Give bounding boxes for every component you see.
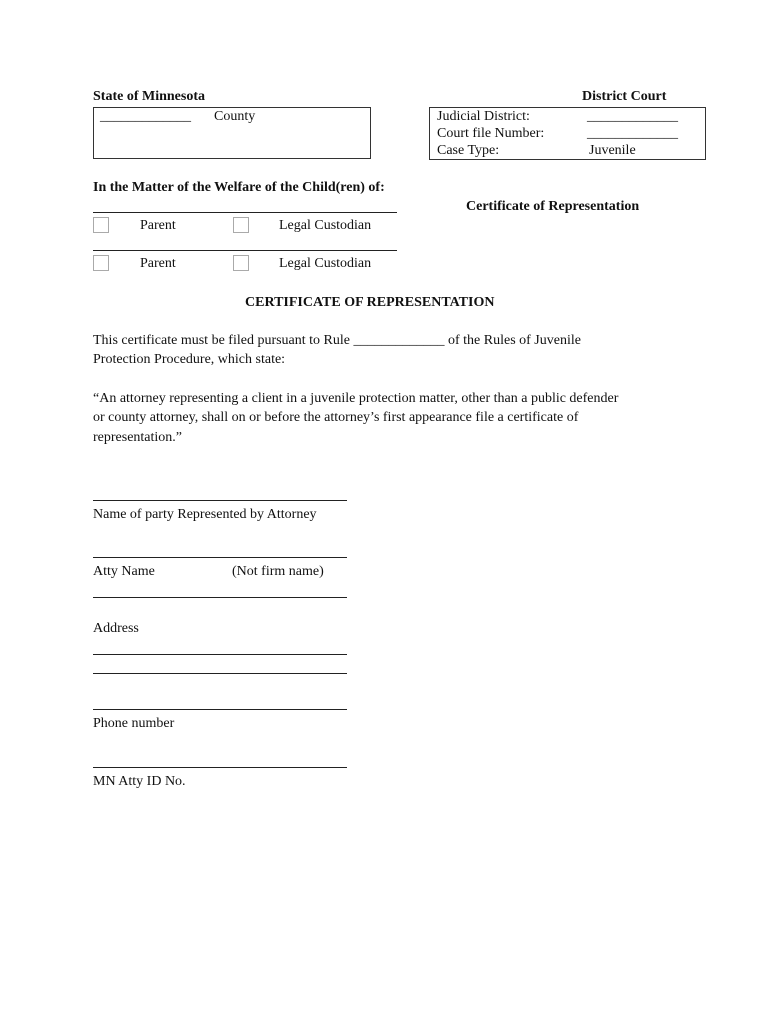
party-represented-label: Name of party Represented by Attorney: [93, 507, 317, 522]
parent-checkbox-2[interactable]: [93, 255, 109, 271]
judicial-district-field[interactable]: _____________: [587, 109, 678, 124]
county-label: County: [214, 109, 256, 124]
atty-name-line[interactable]: [93, 557, 347, 558]
address-line-top[interactable]: [93, 597, 347, 598]
atty-name-label: Atty Name: [93, 564, 155, 579]
court-file-field[interactable]: _____________: [587, 126, 678, 141]
state-label: State of Minnesota: [93, 89, 205, 104]
parent-label-2: Parent: [140, 256, 176, 271]
quote-line-3: representation.”: [93, 430, 183, 445]
county-blank[interactable]: _____________: [100, 109, 191, 124]
party-represented-line[interactable]: [93, 500, 347, 501]
atty-id-label: MN Atty ID No.: [93, 774, 186, 789]
custodian-label-1: Legal Custodian: [279, 218, 372, 233]
address-label: Address: [93, 621, 139, 636]
custodian-checkbox-1[interactable]: [233, 217, 249, 233]
court-label: District Court: [582, 89, 667, 104]
quote-line-2: or county attorney, shall on or before the attorney’s first appearance file a certificate of: [93, 410, 579, 425]
judicial-district-label: Judicial District:: [437, 109, 530, 124]
case-type-value: Juvenile: [589, 143, 636, 158]
county-box: [93, 107, 371, 159]
matter-title: In the Matter of the Welfare of the Child(ren) of:: [93, 180, 385, 195]
address-line-1[interactable]: [93, 654, 347, 655]
party-line-2[interactable]: [93, 250, 397, 251]
parent-checkbox-1[interactable]: [93, 217, 109, 233]
address-line-2[interactable]: [93, 673, 347, 674]
parent-label-1: Parent: [140, 218, 176, 233]
not-firm-note: (Not firm name): [232, 564, 324, 579]
intro-line-2: Protection Procedure, which state:: [93, 352, 286, 367]
phone-label: Phone number: [93, 716, 175, 731]
custodian-checkbox-2[interactable]: [233, 255, 249, 271]
quote-line-1: “An attorney representing a client in a juvenile protection matter, other than a public defender: [93, 391, 619, 406]
phone-line[interactable]: [93, 709, 347, 710]
case-info-box: [429, 107, 706, 160]
court-file-label: Court file Number:: [437, 126, 545, 141]
intro-line-1: This certificate must be filed pursuant to Rule _____________ of the Rules of Juvenile: [93, 333, 581, 348]
atty-id-line[interactable]: [93, 767, 347, 768]
document-label: Certificate of Representation: [466, 199, 640, 214]
custodian-label-2: Legal Custodian: [279, 256, 372, 271]
certificate-heading: CERTIFICATE OF REPRESENTATION: [245, 295, 495, 310]
case-type-label: Case Type:: [437, 143, 500, 158]
party-line-1[interactable]: [93, 212, 397, 213]
